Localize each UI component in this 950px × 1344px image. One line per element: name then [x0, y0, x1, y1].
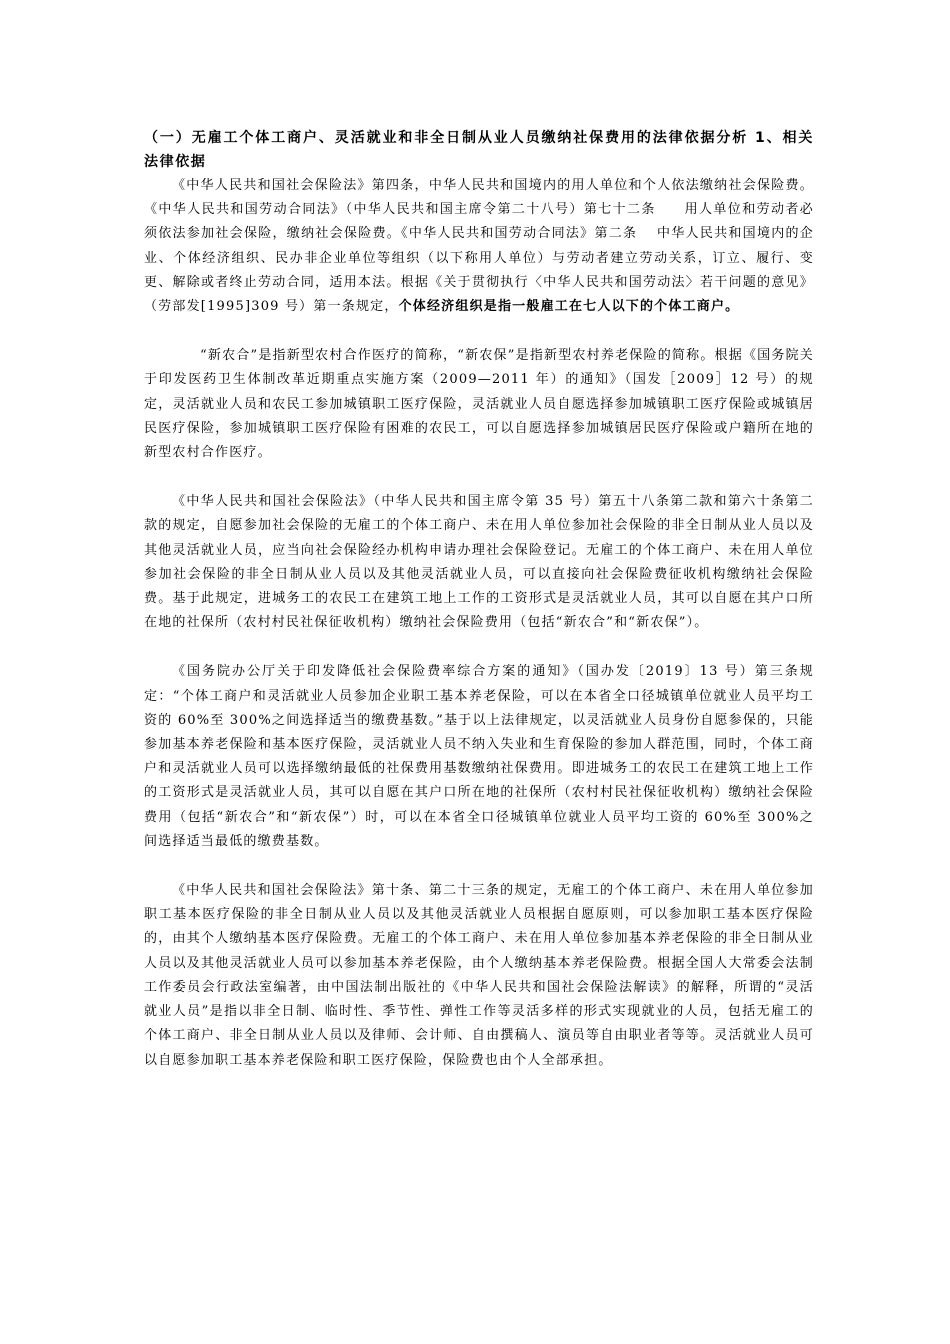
paragraph-contribution-base: 《国务院办公厅关于印发降低社会保险费率综合方案的通知》（国办发〔2019〕13 号）第三条规定：“个体工商户和灵活就业人员参加企业职工基本养老保险，可以在本省全口径城镇单位就业人员平均工资的 60%至 300%之间选择适当的缴费基数。”基于以上法律规定，以灵活就业人员身份自愿参保的，只能参加基本养老保险和基本医疗保险，灵活就业人员不纳入失业和生育保险的参加人群范围，同时，个体工商户和灵活就业人员可以选择缴纳最低的社保费用基数缴纳社保费用。即进城务工的农民工在建筑工地上工作的工资形式是灵活就业人员，其可以自愿在其户口所在地的社保所（农村村民社保征收机构）缴纳社会保险费用（包括“新农合”和“新农保”）时，可以在本省全口径城镇单位就业人员平均工资的 60%至 300%之间选择适当最低的缴费基数。: [144, 664, 814, 849]
section-heading: （一）无雇工个体工商户、灵活就业和非全日制从业人员缴纳社保费用的法律依据分析 1、相关法律依据: [144, 130, 814, 170]
paragraph-new-rural-cooperative: “新农合”是指新型农村合作医疗的简称，“新农保”是指新型农村养老保险的简称。根据《国务院关于印发医药卫生体制改革近期重点实施方案（2009—2011 年）的通知》（国发［2009］12 号）的规定，灵活就业人员和农民工参加城镇职工医疗保险，灵活就业人员自愿选择参加城镇职工医疗保险或城镇居民医疗保险，参加城镇职工医疗保险有困难的农民工，可以自愿选择参加城镇居民医疗保险或户籍所在地的新型农村合作医疗。: [144, 348, 814, 461]
paragraph-text: 《中华人民共和国社会保险法》第四条，中华人民共和国境内的用人单位和个人依法缴纳社会保险费。《中华人民共和国劳动合同法》（中华人民共和国主席令第二十八号）第七十二条 用人单位和劳动者必须依法参加社会保险，缴纳社会保险费。《中华人民共和国劳动合同法》第二条 中华人民共和国境内的企业、个体经济组织、民办非企业单位等组织（以下称用人单位）与劳动者建立劳动关系，订立、履行、变更、解除或者终止劳动合同，适用本法。根据《关于贯彻执行〈中华人民共和国劳动法〉若干问题的意见》（劳部发[1995]309 号）第一条规定，: [144, 178, 814, 315]
paragraph-social-insurance-registration: 《中华人民共和国社会保险法》（中华人民共和国主席令第 35 号）第五十八条第二款和第六十条第二款的规定，自愿参加社会保险的无雇工的个体工商户、未在用人单位参加社会保险的非全日制从业人员以及其他灵活就业人员，应当向社会保险经办机构申请办理社会保险登记。无雇工的个体工商户、未在用人单位参加社会保险的非全日制从业人员以及其他灵活就业人员，可以直接向社会保险费征收机构缴纳社会保险费。基于此规定，进城务工的农民工在建筑工地上工作的工资形式是灵活就业人员，其可以自愿在其户口所在地的社保所（农村村民社保征收机构）缴纳社会保险费用（包括“新农合”和“新农保”）。: [144, 494, 814, 631]
document-body: [144, 126, 814, 1073]
paragraph-flexible-employment: 《中华人民共和国社会保险法》第十条、第二十三条的规定，无雇工的个体工商户、未在用人单位参加职工基本医疗保险的非全日制从业人员以及其他灵活就业人员根据自愿原则，可以参加职工基本医疗保险的，由其个人缴纳基本医疗保险费。无雇工的个体工商户、未在用人单位参加基本养老保险的非全日制从业人员以及其他灵活就业人员可以参加基本养老保险，由个人缴纳基本养老保险费。根据全国人大常委会法制工作委员会行政法室编著，由中国法制出版社的《中华人民共和国社会保险法解读》的解释，所谓的“灵活就业人员”是指以非全日制、临时性、季节性、弹性工作等灵活多样的形式实现就业的人员，包括无雇工的个体工商户、非全日制从业人员以及律师、会计师、自由撰稿人、演员等自由职业者等等。灵活就业人员可以自愿参加职工基本养老保险和职工医疗保险，保险费也由个人全部承担。: [144, 883, 814, 1068]
paragraph-legal-basis: [144, 174, 814, 319]
bold-definition: 个体经济组织是指一般雇工在七人以下的个体工商户。: [398, 299, 740, 315]
